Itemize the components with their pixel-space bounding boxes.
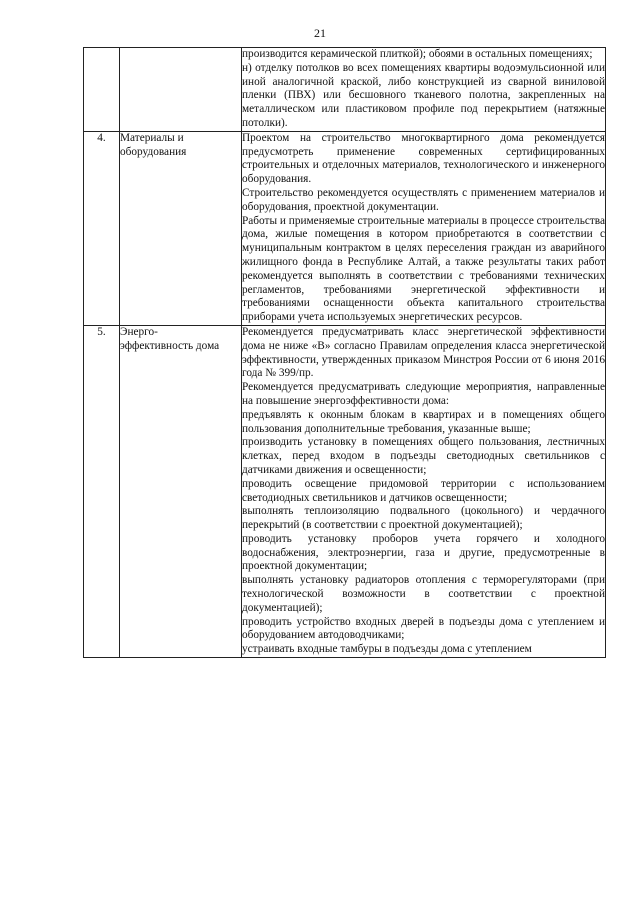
- paragraph: проводить освещение придомовой территории с использованием светодиодных светильников и датчиков освещенности;: [242, 477, 605, 504]
- table-row: [84, 325, 606, 657]
- row-content: [242, 131, 606, 325]
- paragraph: выполнять теплоизоляцию подвального (цокольного) и чердачного перекрытий (в соответствии с проектной документацией);: [242, 505, 605, 532]
- row-number: [84, 48, 120, 132]
- row-title: [120, 48, 242, 132]
- paragraph: проводить установку проборов учета горячего и холодного водоснабжения, электроэнергии, газа и другие, предусмотренные в проектной документации;: [242, 532, 605, 573]
- table-body: [84, 48, 606, 658]
- paragraph: предъявлять к оконным блокам в квартирах и в помещениях общего пользования дополнительные требования, указанные выше;: [242, 408, 605, 435]
- table-row: [84, 48, 606, 132]
- row-number: 4.: [84, 131, 120, 325]
- row-content: [242, 48, 606, 132]
- row-title-line: Материалы и: [120, 131, 184, 144]
- row-title: [120, 131, 242, 325]
- table-row: [84, 131, 606, 325]
- page-number: 21: [314, 26, 326, 40]
- row-title-line: оборудования: [120, 145, 187, 158]
- row-title-line: Энерго-: [120, 325, 158, 338]
- row-title-line: эффективность дома: [120, 339, 220, 352]
- paragraph: производится керамической плиткой); обоями в остальных помещениях;: [242, 48, 593, 60]
- requirements-table: [83, 47, 606, 658]
- paragraph: Рекомендуется предусматривать класс энергетической эффективности дома не ниже «В» согласно Правилам определения класса энергетической эффективности, утвержденных приказом Минстроя России от 6 июня 2016 года № 399/пр.: [242, 325, 605, 380]
- paragraph: Проектом на строительство многоквартирного дома рекомендуется предусмотреть применение современных сертифицированных строительных и отделочных материалов, технологического и инженерного оборудования.: [242, 131, 605, 186]
- row-content: [242, 325, 606, 657]
- paragraph: производить установку в помещениях общего пользования, лестничных клетках, перед входом в подъезды светодиодных светильников с датчиками движения и освещенности;: [242, 436, 605, 476]
- paragraph: Работы и применяемые строительные материалы в процессе строительства дома, жилые помещения в котором приобретаются в соответствии с муниципальным контрактом в целях переселения граждан из аварийного жилищного фонда в Республике Алтай, а также результаты таких работ рекомендуется выполнять в соответствии с требованиями технических регламентов, требованиями энергетической эффективности и требованиями оснащенности объекта капитального строительства приборами учета используемых энергетических ресурсов.: [242, 214, 605, 324]
- paragraph: н) отделку потолков во всех помещениях квартиры водоэмульсионной или иной аналогичной краской, либо конструкцией из сварной виниловой пленки (ПВХ) или бесшовного тканевого полотна, закрепленных на металлическом или пластиковом профиле под перекрытием (натяжные потолки).: [242, 61, 605, 129]
- row-number: 5.: [84, 325, 120, 657]
- paragraph: выполнять установку радиаторов отопления с терморегуляторами (при технологической возможности в соответствии с проектной документацией);: [242, 574, 605, 614]
- paragraph: Рекомендуется предусматривать следующие мероприятия, направленные на повышение энергоэффективности дома:: [242, 381, 605, 407]
- row-title: [120, 325, 242, 657]
- paragraph: проводить устройство входных дверей в подъезды дома с утеплением и оборудованием автодоводчиками;: [242, 615, 605, 642]
- paragraph: Строительство рекомендуется осуществлять с применением материалов и оборудования, проектной документации.: [242, 186, 605, 213]
- paragraph: устраивать входные тамбуры в подъезды дома с утеплением: [242, 643, 532, 656]
